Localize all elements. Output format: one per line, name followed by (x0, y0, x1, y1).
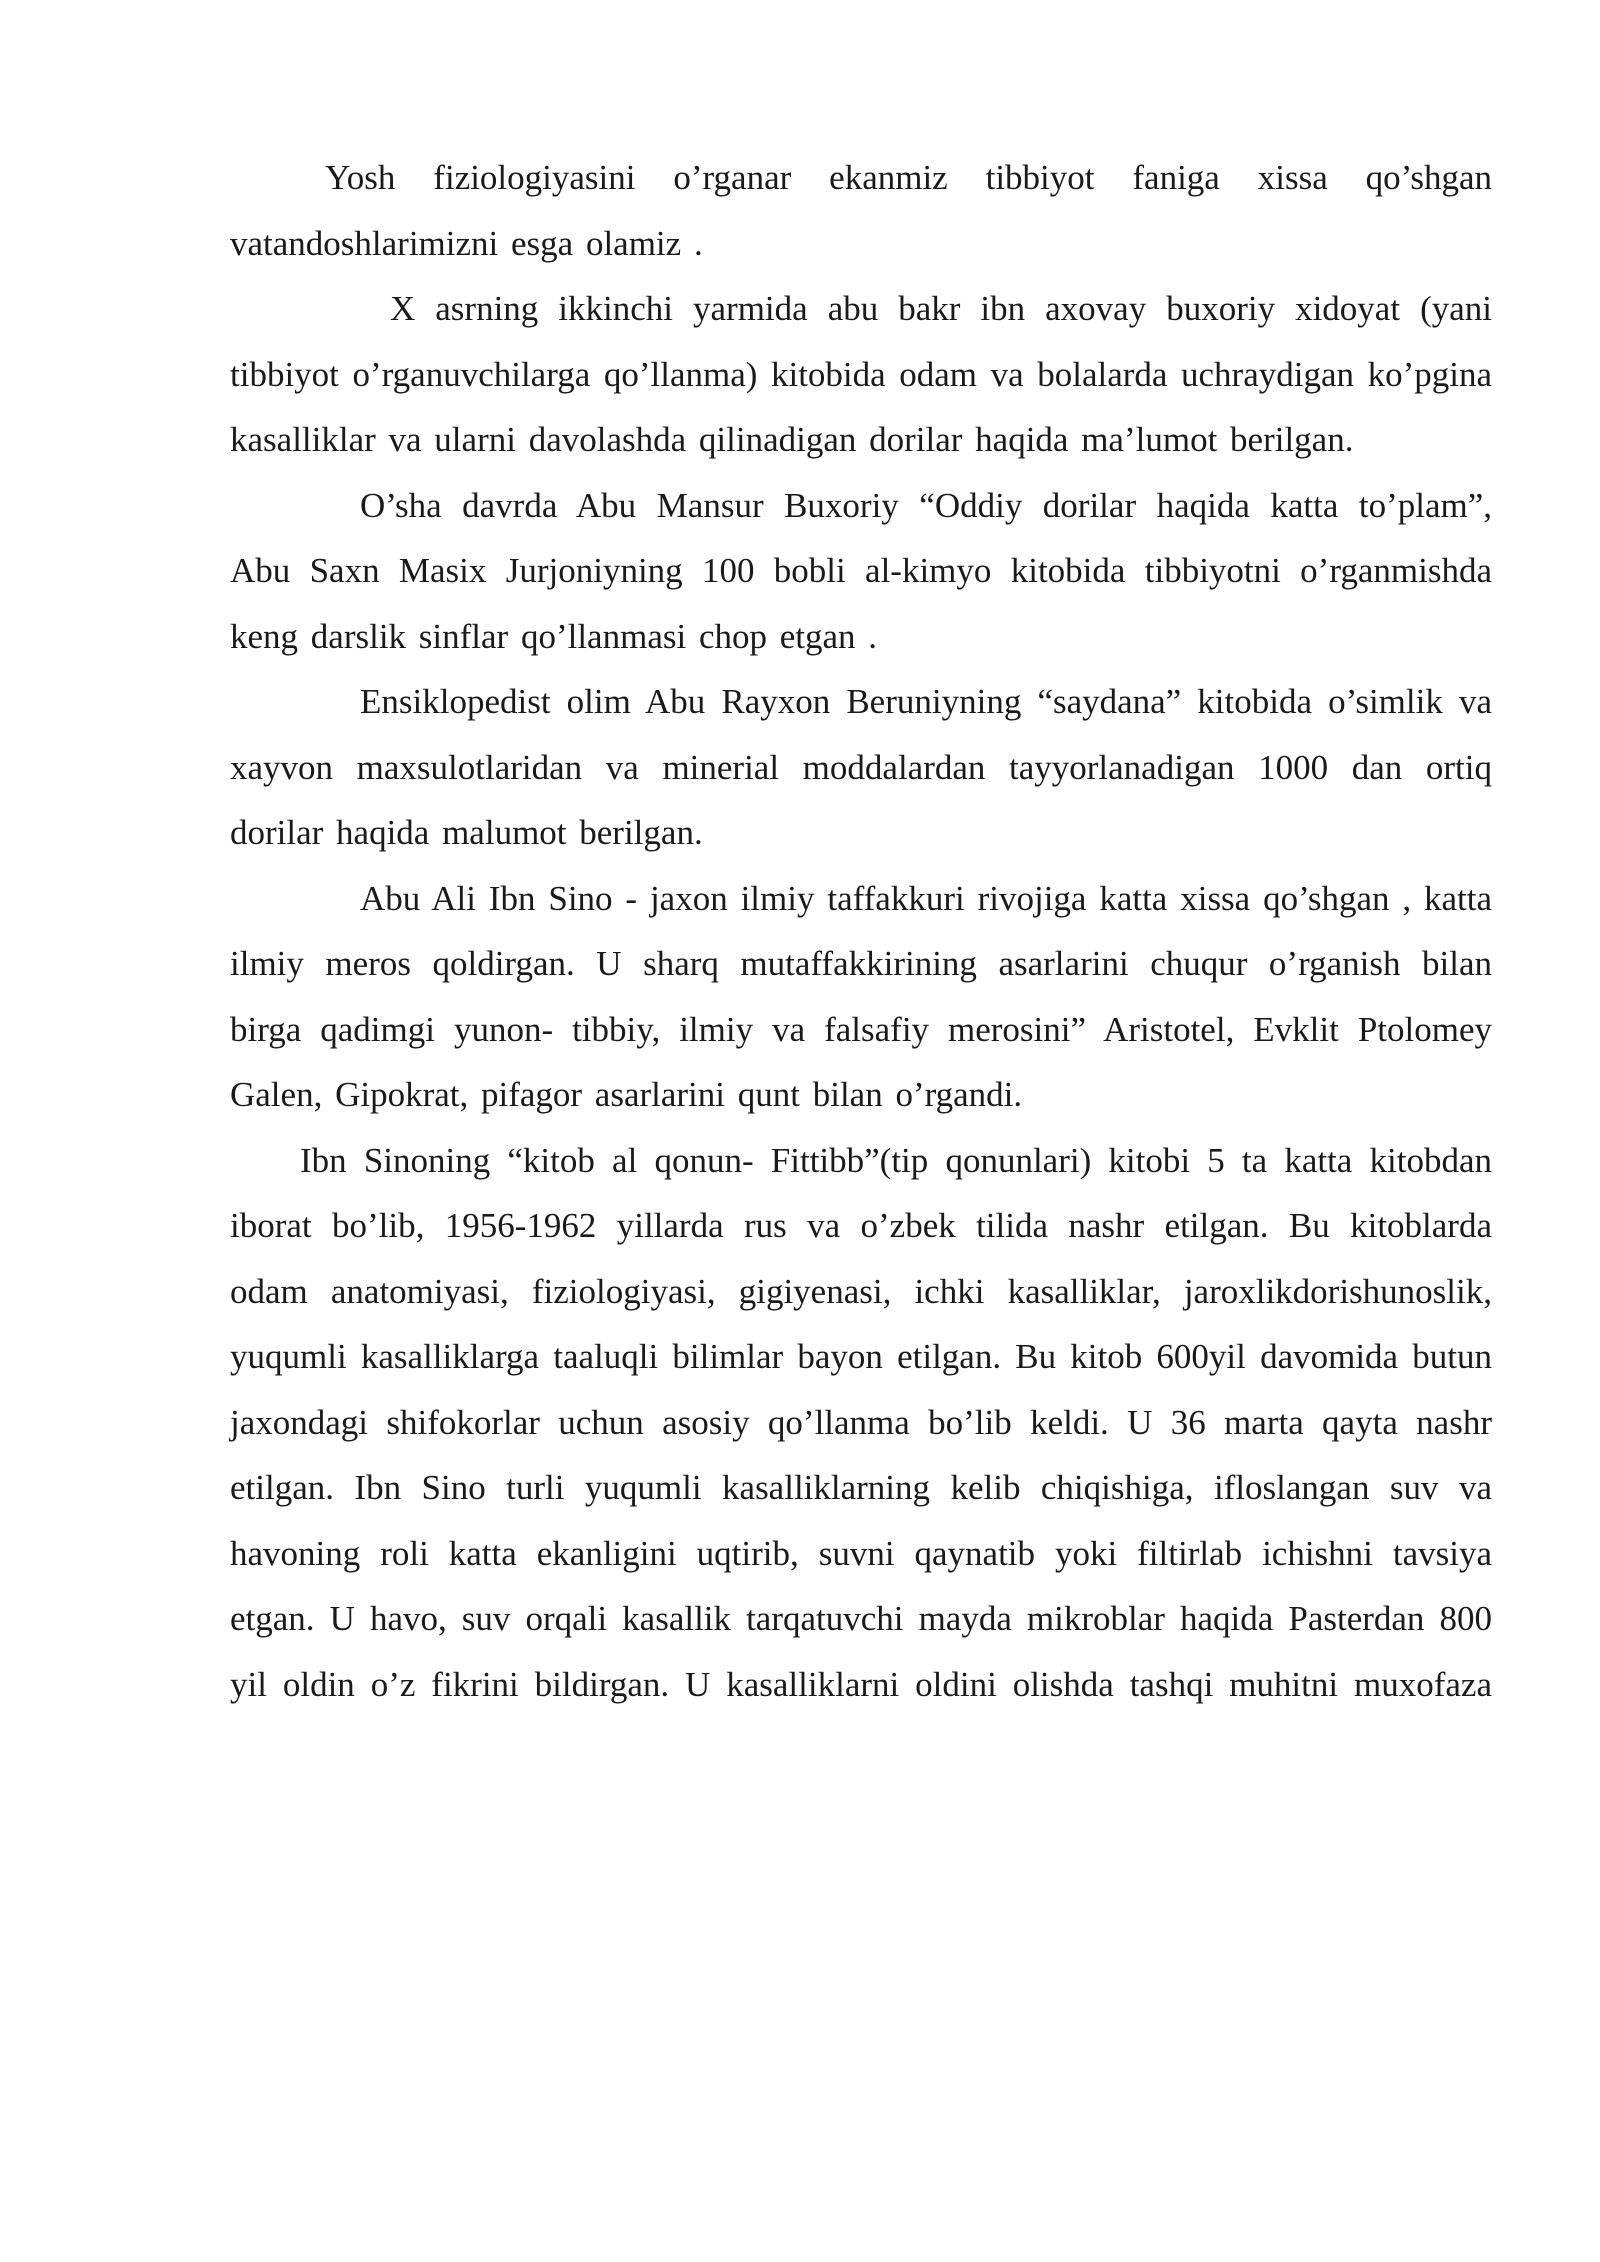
paragraph-intro: Yosh fiziologiyasini o’rganar ekanmiz tibbiyot faniga xissa qo’shgan vatandoshlarimizni esga olamiz . (230, 158, 1492, 263)
paragraph-ibn-sino: Abu Ali Ibn Sino - jaxon ilmiy taffakkuri rivojiga katta xissa qo’shgan , katta ilmiy meros qoldirgan. U sharq mutaffakkirining asarlarini chuqur o’rganish bilan birga qadimgi yunon- tibbiy, ilmiy va falsafiy merosini” Aristotel, Evklit Ptolomey Galen, Gipokrat, pifagor asarlarini qunt bilan o’rgandi. (230, 878, 1492, 1114)
paragraph-qonun: Ibn Sinoning “kitob al qonun- Fittibb”(tip qonunlari) kitobi 5 ta katta kitobdan iborat bo’lib, 1956-1962 yillarda rus va o’zbek tilida nashr etilgan. Bu kitoblarda odam anatomiyasi, fiziologiyasi, gigiyenasi, ichki kasalliklar, jaroxlikdorishunoslik, yuqumli kasalliklarga taaluqli bilimlar bayon etilgan. Bu kitob 600yil davomida butun jaxondagi shifokorlar uchun asosiy qo’llanma bo’lib keldi. U 36 marta qayta nashr etilgan. Ibn Sino turli yuqumli kasalliklarning kelib chiqishiga, ifloslangan suv va havoning roli katta ekanligini uqtirib, suvni qaynatib yoki filtirlab ichishni tavsiya etgan. U havo, suv orqali kasallik tarqatuvchi mayda mikroblar haqida Pasterdan 800 yil oldin o’z fikrini bildirgan. U kasalliklarni oldini olishda tashqi muhitni muxofaza (230, 1140, 1492, 1704)
paragraph-beruniy: Ensiklopedist olim Abu Rayxon Beruniyning “saydana” kitobida o’simlik va xayvon maxsulotlaridan va minerial moddalardan tayyorlanadigan 1000 dan ortiq dorilar haqida malumot berilgan. (230, 682, 1492, 852)
body-text (230, 145, 1492, 1717)
paragraph-abu-bakr: X asrning ikkinchi yarmida abu bakr ibn axovay buxoriy xidoyat (yani tibbiyot o’rganuvchilarga qo’llanma) kitobida odam va bolalarda uchraydigan ko’pgina kasalliklar va ularni davolashda qilinadigan dorilar haqida ma’lumot berilgan. (230, 289, 1492, 459)
paragraph-abu-mansur: O’sha davrda Abu Mansur Buxoriy “Oddiy dorilar haqida katta to’plam”, Abu Saxn Masix Jurjoniyning 100 bobli al-kimyo kitobida tibbiyotni o’rganmishda keng darslik sinflar qo’llanmasi chop etgan . (230, 485, 1492, 656)
